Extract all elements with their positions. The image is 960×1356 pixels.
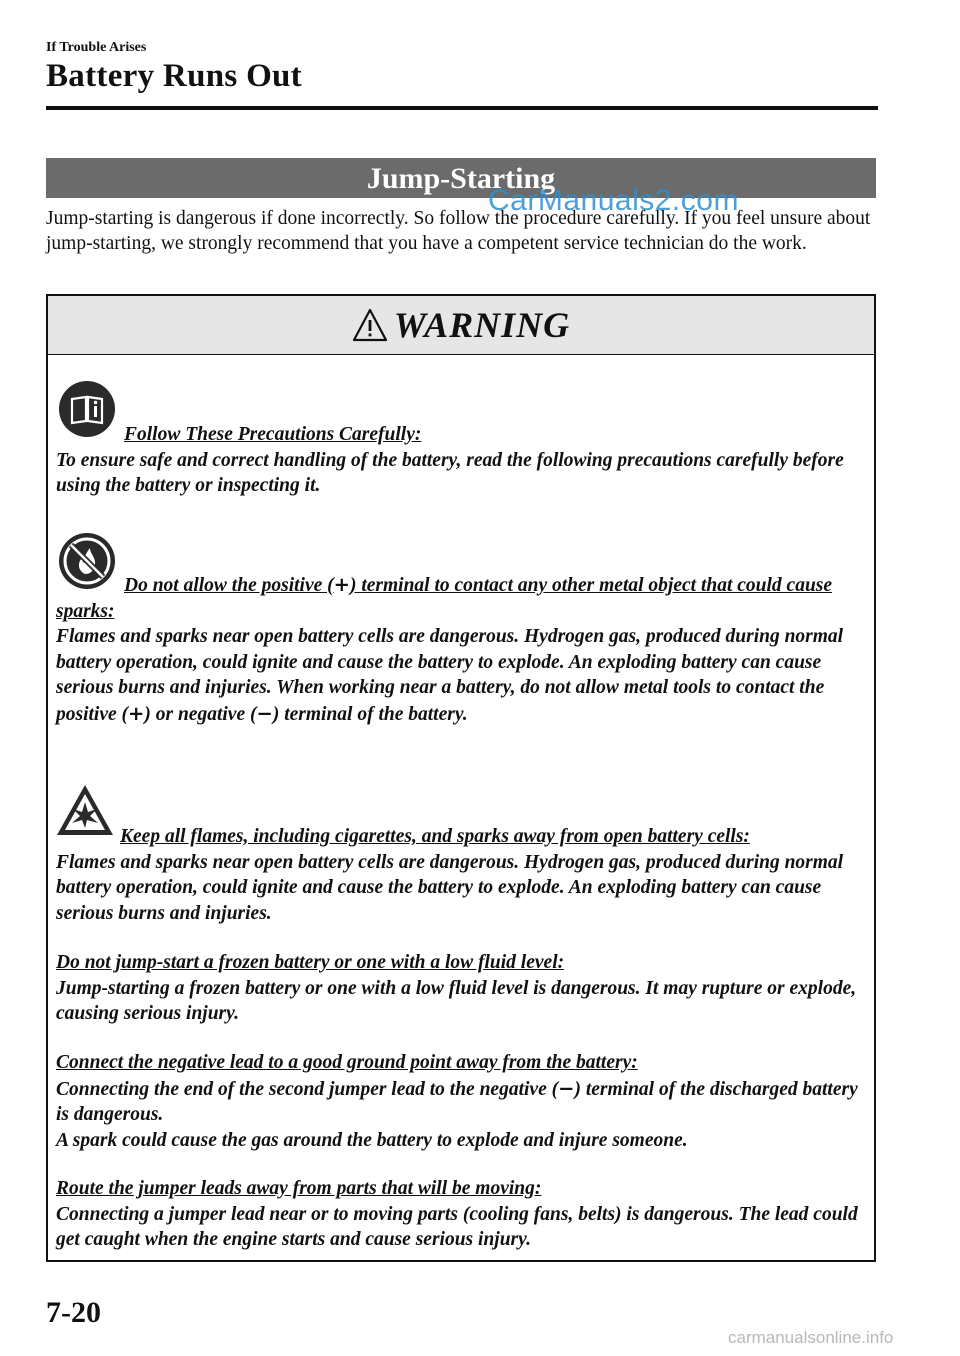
title-divider xyxy=(46,106,878,110)
item-6-body: Connecting a jumper lead near or to moving parts (cooling fans, belts) is dangerous. The lead could get caught when the engine starts and cause serious injury. xyxy=(56,1203,858,1250)
item-2-heading: Do not allow the positive (+) terminal to contact any other metal object that could cause sparks: xyxy=(56,573,833,622)
warning-box xyxy=(46,294,876,1262)
intro-paragraph: Jump-starting is dangerous if done incorrectly. So follow the procedure carefully. If you feel unsure about jump-starting, we strongly recommend that you have a competent service technician do the work. xyxy=(46,208,871,254)
warning-item-3 xyxy=(56,824,868,926)
item-4-heading: Do not jump-start a frozen battery or one with a low fluid level: xyxy=(56,952,565,973)
page-title: Battery Runs Out xyxy=(46,58,302,94)
item-2-body: Flames and sparks near open battery cells are dangerous. Hydrogen gas, produced during normal battery operation, could ignite and cause the battery to explode. An exploding battery can cause serious burns and injuries. When working near a battery, do not allow metal tools to contact the positive (+) or negative (−) terminal of the battery. xyxy=(56,626,844,725)
item-1-body: To ensure safe and correct handling of the battery, read the following precautions carefully before using the battery or inspecting it. xyxy=(56,449,844,496)
page-number: 7-20 xyxy=(46,1296,101,1329)
warning-triangle-icon xyxy=(352,307,388,343)
item-3-body: Flames and sparks near open battery cells are dangerous. Hydrogen gas, produced during normal battery operation, could ignite and cause the battery to explode. An exploding battery can cause serious burns and injuries. xyxy=(56,851,844,924)
footer-site-text: carmanualsonline.info xyxy=(728,1328,894,1347)
item-1-heading: Follow These Precautions Carefully: xyxy=(124,424,422,445)
item-4-body: Jump-starting a frozen battery or one with a low fluid level is dangerous. It may rupture or explode, causing serious injury. xyxy=(56,977,857,1024)
warning-item-4 xyxy=(56,950,868,1027)
plus-symbol: + xyxy=(333,573,350,596)
item-5-body: Connecting the end of the second jumper lead to the negative (−) terminal of the discharged battery is dangerous. xyxy=(56,1076,858,1125)
item-5-heading: Connect the negative lead to a good ground point away from the battery: xyxy=(56,1052,638,1073)
plus-symbol: + xyxy=(128,701,145,725)
warning-item-2 xyxy=(56,572,868,727)
warning-title: WARNING xyxy=(393,305,571,345)
minus-symbol: − xyxy=(256,701,273,725)
warning-item-6 xyxy=(56,1176,868,1253)
watermark-text: CarManuals2.com xyxy=(488,184,739,217)
item-6-heading: Route the jumper leads away from parts that will be moving: xyxy=(56,1178,542,1199)
warning-item-5 xyxy=(56,1050,868,1153)
warning-header xyxy=(48,296,874,355)
item-3-heading: Keep all flames, including cigarettes, and sparks away from open battery cells: xyxy=(120,826,750,847)
jump-starting-banner: Jump-Starting xyxy=(46,158,876,198)
section-label: If Trouble Arises xyxy=(46,40,147,55)
minus-symbol: − xyxy=(558,1076,575,1100)
warning-item-1 xyxy=(56,422,868,499)
item-5-body-line2: A spark could cause the gas around the battery to explode and injure someone. xyxy=(56,1129,688,1151)
